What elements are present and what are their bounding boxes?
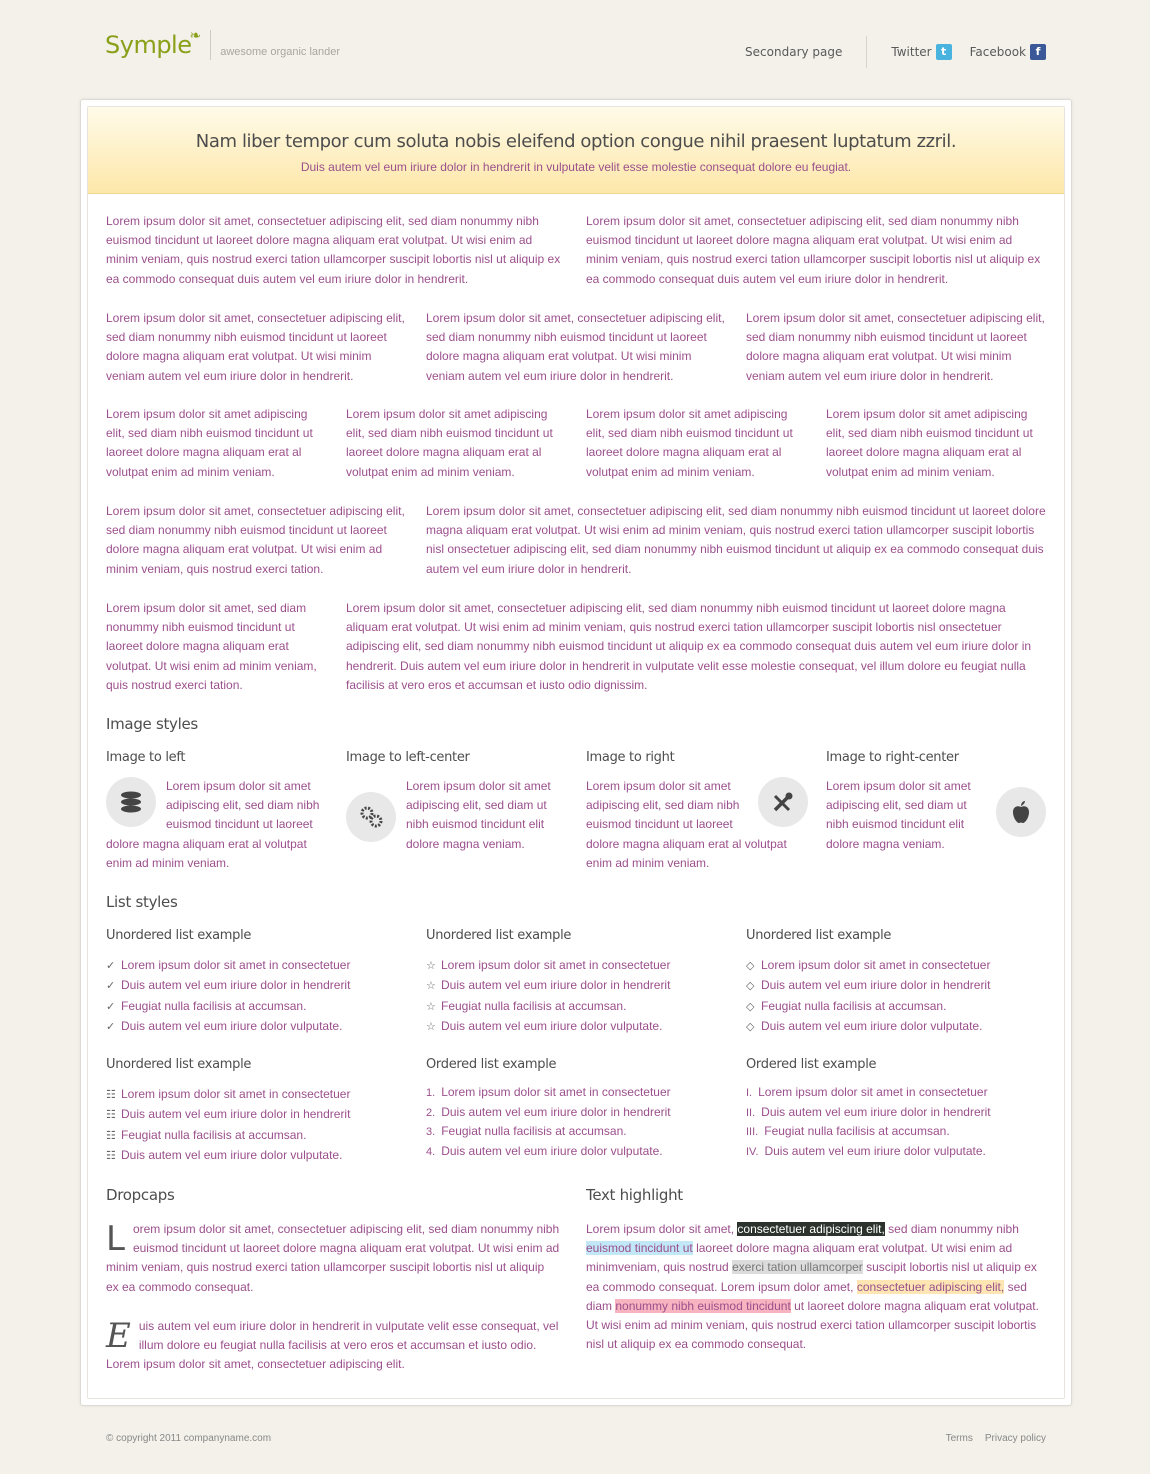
four-col-text-3: Lorem ipsum dolor sit amet adipiscing elit, sed diam nibh euismod tincidunt ut laoreet dolore magna aliquam erat al volutpat enim ad minim veniam. (586, 407, 793, 479)
image-left-center-title: Image to left-center (346, 750, 470, 765)
diamond-list (746, 955, 990, 1036)
list-item: 4. Duis autem vel eum iriure dolor vulputate. (426, 1143, 663, 1158)
image-left-block (106, 777, 328, 873)
list-item: 1. Lorem ipsum dolor sit amet in consectetuer (426, 1085, 671, 1099)
check-list (106, 955, 350, 1036)
check-icon: ✓ (106, 960, 116, 972)
nav-twitter[interactable] (891, 44, 951, 60)
facebook-icon[interactable]: f (1030, 44, 1046, 60)
highlight-segment: sed diam nonummy nibh (884, 1222, 1019, 1236)
document-icon: ☷ (106, 1129, 116, 1142)
star-icon: ☆ (426, 960, 436, 972)
highlight-dark: consectetuer adipiscing elit, (737, 1222, 885, 1236)
dropcap-paragraph-1 (106, 1220, 560, 1297)
three-col-text-2: Lorem ipsum dolor sit amet, consectetuer adipiscing elit, sed diam nonummy nibh euismod tincidunt ut laoreet dolore magna aliquam erat volutpat. Ut wisi minim veniam autem vel eum iriure dolor in hendrerit. (426, 311, 725, 383)
list-2-title: Unordered list example (426, 928, 572, 943)
image-left-title: Image to left (106, 750, 186, 765)
highlight-grey: exerci tation ullamcorper (732, 1260, 863, 1275)
list-item: ☷ Duis autem vel eum iriure dolor vulputate. (106, 1145, 350, 1165)
third-col-text: Lorem ipsum dolor sit amet, consectetuer adipiscing elit, sed diam nonummy nibh euismod tincidunt ut laoreet dolore magna aliquam erat volutpat. Ut wisi enim ad minim veniam, quis nostrud exerci tation. (106, 504, 405, 576)
twitter-icon[interactable]: t (936, 44, 952, 60)
logo-divider (210, 30, 211, 60)
list-item: ◇ Duis autem vel eum iriure dolor in hendrerit (746, 975, 990, 995)
leaf-icon: ❧ (189, 26, 202, 43)
dropcap-paragraph-2 (106, 1317, 560, 1375)
star-icon: ☆ (426, 1000, 436, 1013)
tools-icon (758, 777, 808, 827)
list-item: 3. Feugiat nulla facilisis at accumsan. (426, 1124, 627, 1138)
list-item: ◇ Duis autem vel eum iriure dolor vulputate. (746, 1016, 990, 1036)
list-item: II. Duis autem vel eum iriure dolor in hendrerit (746, 1104, 991, 1119)
twitter-link[interactable]: Twitter (891, 45, 932, 59)
highlight-segment: suscipit lobortis nisl ut aliquip ex ea commodo consequat. Lorem ipsum dolor amet, (586, 1260, 1037, 1294)
three-col-text-1: Lorem ipsum dolor sit amet, consectetuer adipiscing elit, sed diam nonummy nibh euismod tincidunt ut laoreet dolore magna aliquam erat volutpat. Ut wisi minim veniam autem vel eum iriure dolor in hendrerit. (106, 311, 405, 383)
image-right-center-title: Image to right-center (826, 750, 959, 765)
list-item: ☆ Duis autem vel eum iriure dolor in hendrerit (426, 975, 670, 995)
list-item: ☷ Lorem ipsum dolor sit amet in consectetuer (106, 1084, 350, 1104)
list-5-title: Ordered list example (426, 1057, 557, 1072)
image-right-center-text: Lorem ipsum dolor sit amet adipiscing elit, sed diam ut nibh euismod tincidunt elit dolore magna veniam. (826, 779, 971, 851)
list-item: ✓ Feugiat nulla facilisis at accumsan. (106, 996, 350, 1016)
footer-links (946, 1433, 1046, 1444)
numbered-list (426, 1083, 671, 1161)
list-item: ☷ Duis autem vel eum iriure dolor in hendrerit (106, 1104, 350, 1124)
apple-icon (996, 787, 1046, 837)
text-highlight-heading: Text highlight (586, 1186, 683, 1204)
list-item: ✓ Duis autem vel eum iriure dolor vulputate. (106, 1016, 350, 1036)
document-icon: ☷ (106, 1149, 116, 1162)
highlight-segment: ut laoreet dolore magna aliquam erat volutpat. Ut wisi enim ad minim veniam, quis nostrud exerci tation ullamcorper suscipit lobortis nisl ut aliquip ex ea commodo consequat. (586, 1298, 1039, 1352)
nav-divider (866, 36, 867, 68)
diamond-icon: ◇ (746, 960, 755, 972)
top-nav (745, 36, 1046, 68)
logo[interactable] (105, 26, 341, 60)
three-col-text-3: Lorem ipsum dolor sit amet, consectetuer adipiscing elit, sed diam nonummy nibh euismod tincidunt ut laoreet dolore magna aliquam erat volutpat. Ut wisi minim veniam autem vel eum iriure dolor in hendrerit. (746, 311, 1045, 383)
highlight-yellow: consectetuer adipiscing elit, (856, 1279, 1005, 1294)
image-styles-heading: Image styles (106, 715, 198, 733)
layers-icon (106, 777, 156, 827)
list-item: 2. Duis autem vel eum iriure dolor in hendrerit (426, 1104, 671, 1119)
highlight-segment: Lorem ipsum dolor sit amet, (586, 1222, 738, 1236)
image-right-block (586, 777, 808, 873)
star-list (426, 955, 670, 1036)
document-icon: ☷ (106, 1109, 116, 1122)
list-item: ☆ Feugiat nulla facilisis at accumsan. (426, 996, 670, 1016)
list-3-title: Unordered list example (746, 928, 892, 943)
list-item: ◇ Feugiat nulla facilisis at accumsan. (746, 996, 990, 1016)
banner-title: Nam liber tempor cum soluta nobis eleifend option congue nihil praesent luptatum zzril. (195, 131, 957, 152)
list-1-title: Unordered list example (106, 928, 252, 943)
diamond-icon: ◇ (746, 1000, 755, 1013)
four-col-text-2: Lorem ipsum dolor sit amet adipiscing elit, sed diam nibh euismod tincidunt ut laoreet dolore magna aliquam erat al volutpat enim ad minim veniam. (346, 407, 553, 479)
highlight-segment: laoreet dolore magna aliquam erat volutpat. Ut wisi enim ad minimveniam, quis nostrud (586, 1241, 1013, 1275)
three-quarters-col-text: Lorem ipsum dolor sit amet, consectetuer adipiscing elit, sed diam nonummy nibh euismod tincidunt ut laoreet dolore magna aliquam erat volutpat. Ut wisi enim ad minim veniam, quis nostrud exerci tation ullamcorper suscipit lobortis nisl onsectetuer adipiscing elit, sed diam nonummy nibh euismod tincidunt ut aliquip ex ea commodo consequat duis autem vel eum iriure dolor in hendrerit. Duis autem vel eum iriure dolor in hendrerit in vulputate velit esse molestie consequat, vel illum dolore eu feugiat nulla facilisis at vero eros et accumsan et iusto odio dignissim. (346, 601, 1032, 692)
highlight-blue: euismod tincidunt ut (586, 1241, 693, 1256)
facebook-link[interactable]: Facebook (969, 45, 1026, 59)
dropcaps-heading: Dropcaps (106, 1186, 175, 1204)
gears-icon (346, 792, 396, 842)
dropcap-text: orem ipsum dolor sit amet, consectetuer adipiscing elit, sed diam nonummy nibh euismod tincidunt ut laoreet dolore magna aliquam erat volutpat. Ut wisi enim ad minim veniam, quis nostrud exerci tation ullamcorper suscipit lobortis nisl ut aliquip ex ea commodo consequat. (106, 1222, 560, 1294)
image-right-text: Lorem ipsum dolor sit amet adipiscing elit, sed diam nibh euismod tincidunt ut laoreet dolore magna aliquam erat al volutpat enim ad minim veniam. (586, 779, 787, 870)
list-item: ◇ Lorem ipsum dolor sit amet in consectetuer (746, 955, 990, 975)
list-4-title: Unordered list example (106, 1057, 252, 1072)
highlight-segment: sed diam (586, 1279, 1027, 1313)
check-icon: ✓ (106, 1000, 116, 1013)
document-list (106, 1084, 350, 1165)
highlight-paragraph (586, 1220, 1046, 1354)
list-item: ✓ Duis autem vel eum iriure dolor in hendrerit (106, 975, 350, 995)
diamond-icon: ◇ (746, 980, 755, 993)
dropcap-letter: L (106, 1219, 125, 1259)
image-right-title: Image to right (586, 750, 675, 765)
tagline: awesome organic lander (220, 46, 341, 58)
dropcap-letter: E (106, 1316, 131, 1356)
list-item: ☆ Lorem ipsum dolor sit amet in consectetuer (426, 955, 670, 975)
list-item: IV. Duis autem vel eum iriure dolor vulputate. (746, 1143, 986, 1158)
check-icon: ✓ (106, 980, 116, 993)
two-col-text-2: Lorem ipsum dolor sit amet, consectetuer adipiscing elit, sed diam nonummy nibh euismod tincidunt ut laoreet dolore magna aliquam erat volutpat. Ut wisi enim ad minim veniam, quis nostrud exerci tation ullamcorper suscipit lobortis nisl ut aliquip ex ea commodo consequat duis autem vel eum iriure dolor in hendrerit. (586, 214, 1041, 286)
copyright: © copyright 2011 companyname.com (106, 1433, 272, 1444)
two-thirds-col-text: Lorem ipsum dolor sit amet, consectetuer adipiscing elit, sed diam nonummy nibh euismod tincidunt ut laoreet dolore magna aliquam erat volutpat. Ut wisi enim ad minim veniam, quis nostrud exerci tation ullamcorper suscipit lobortis nisl onsectetuer adipiscing elit, sed diam nonummy nibh euismod tincidunt ut aliquip ex ea commodo consequat duis autem vel eum iriure dolor in hendrerit. (426, 504, 1046, 576)
list-6-title: Ordered list example (746, 1057, 877, 1072)
list-styles-heading: List styles (106, 893, 178, 911)
highlight-pink: nonummy nibh euismod tincidunt (615, 1298, 791, 1313)
nav-facebook[interactable] (970, 44, 1046, 60)
check-icon: ✓ (106, 1020, 116, 1033)
quarter-col-text: Lorem ipsum dolor sit amet, sed diam nonummy nibh euismod tincidunt ut laoreet dolore magna aliquam erat volutpat. Ut wisi enim ad minim veniam, quis nostrud exerci tation. (106, 601, 317, 692)
dropcap-text: uis autem vel eum iriure dolor in hendrerit in vulputate velit esse consequat, vel illum dolore eu feugiat nulla facilisis at vero eros et accumsan et iusto odio. Lorem ipsum dolor sit amet, consectetuer adipiscing elit. (106, 1319, 559, 1372)
list-item: ☷ Feugiat nulla facilisis at accumsan. (106, 1125, 350, 1145)
nav-secondary-page[interactable]: Secondary page (745, 45, 843, 59)
document-icon: ☷ (106, 1089, 116, 1101)
site-header (0, 0, 1150, 100)
four-col-text-4: Lorem ipsum dolor sit amet adipiscing elit, sed diam nibh euismod tincidunt ut laoreet dolore magna aliquam erat al volutpat enim ad minim veniam. (826, 407, 1033, 479)
two-col-text-1: Lorem ipsum dolor sit amet, consectetuer adipiscing elit, sed diam nonummy nibh euismod tincidunt ut laoreet dolore magna aliquam erat volutpat. Ut wisi enim ad minim veniam, quis nostrud exerci tation ullamcorper suscipit lobortis nisl ut aliquip ex ea commodo consequat duis autem vel eum iriure dolor in hendrerit. (106, 214, 561, 286)
list-item: I. Lorem ipsum dolor sit amet in consectetuer (746, 1085, 988, 1099)
list-item: ☆ Duis autem vel eum iriure dolor vulputate. (426, 1016, 670, 1036)
logo-text: Symple (105, 31, 192, 59)
image-left-center-text: Lorem ipsum dolor sit amet adipiscing elit, sed diam ut nibh euismod tincidunt elit dolore magna veniam. (406, 779, 551, 851)
list-item: III. Feugiat nulla facilisis at accumsan. (746, 1124, 950, 1138)
star-icon: ☆ (426, 1020, 436, 1033)
star-icon: ☆ (426, 980, 436, 993)
list-item: ✓ Lorem ipsum dolor sit amet in consectetuer (106, 955, 350, 975)
image-left-text: Lorem ipsum dolor sit amet adipiscing elit, sed diam nibh euismod tincidunt ut laoreet dolore magna aliquam erat al volutpat enim ad minim veniam. (106, 779, 320, 870)
privacy-link[interactable]: Privacy policy (984, 1433, 1046, 1444)
diamond-icon: ◇ (746, 1020, 755, 1033)
banner-subtitle: Duis autem vel eum iriure dolor in hendrerit in vulputate velit esse molestie consequat dolore eu feugiat. (300, 160, 852, 174)
four-col-text-1: Lorem ipsum dolor sit amet adipiscing elit, sed diam nibh euismod tincidunt ut laoreet dolore magna aliquam erat al volutpat enim ad minim veniam. (106, 407, 313, 479)
terms-link[interactable]: Terms (945, 1433, 973, 1444)
roman-list (746, 1083, 991, 1161)
hero-banner (88, 107, 1064, 194)
